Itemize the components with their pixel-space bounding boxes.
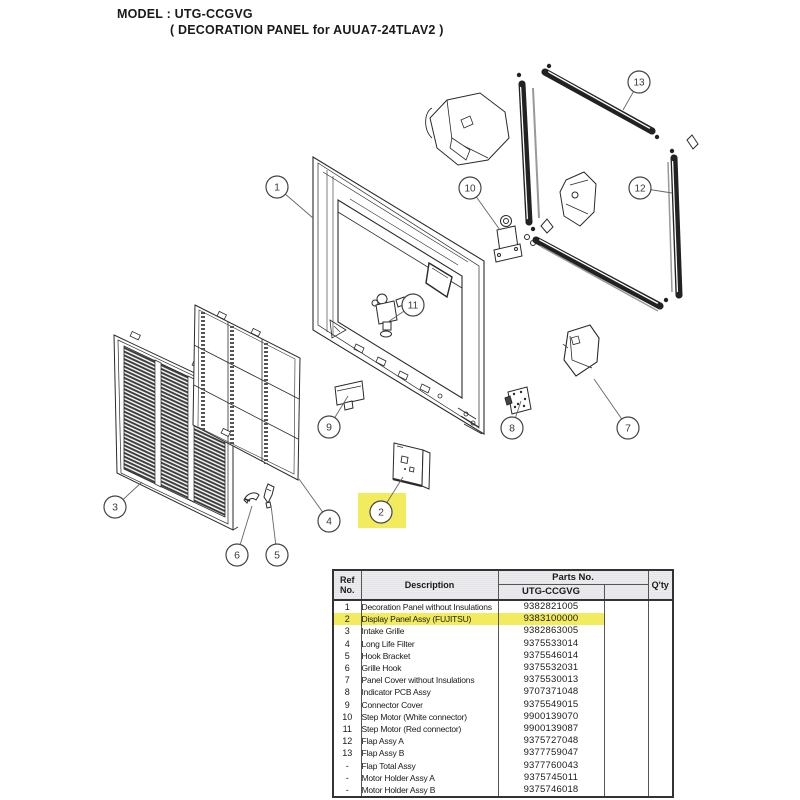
cell-empty (604, 723, 648, 735)
cell-part: 9375727048 (498, 735, 604, 747)
cell-part: 9377760043 (498, 760, 604, 772)
cell-desc: Intake Grille (361, 625, 498, 637)
callout-7 (594, 379, 639, 439)
cell-part: 9383100000 (498, 613, 604, 625)
cell-ref: 2 (333, 613, 361, 625)
header-empty-column (604, 585, 648, 601)
cell-desc: Grille Hook (361, 662, 498, 674)
display-panel-drawing (393, 443, 430, 489)
cell-qty (648, 735, 673, 747)
cell-empty (604, 686, 648, 698)
table-row (333, 600, 673, 613)
cell-empty (604, 699, 648, 711)
cell-part: 9375532031 (498, 662, 604, 674)
flap-assy-drawing (517, 64, 698, 311)
cell-part: 9375745011 (498, 772, 604, 784)
callout-5 (266, 505, 288, 566)
cell-desc: Long Life Filter (361, 638, 498, 650)
cell-desc: Flap Assy A (361, 735, 498, 747)
parts-table-header (333, 570, 673, 600)
table-row (333, 686, 673, 698)
parts-table-body (333, 600, 673, 797)
hook-bracket-drawing (264, 484, 274, 508)
cell-part: 9375546014 (498, 650, 604, 662)
cell-qty (648, 650, 673, 662)
cell-part: 9375533014 (498, 638, 604, 650)
cell-ref: 3 (333, 625, 361, 637)
svg-text:2: 2 (378, 506, 384, 519)
cell-empty (604, 674, 648, 686)
cell-part: 9382821005 (498, 600, 604, 613)
cell-part: 9707371048 (498, 686, 604, 698)
cell-part: 9375530013 (498, 674, 604, 686)
table-row (333, 784, 673, 797)
callout-3 (104, 482, 142, 518)
svg-text:5: 5 (274, 549, 280, 562)
cell-ref: 8 (333, 686, 361, 698)
cell-empty (604, 625, 648, 637)
cell-empty (604, 735, 648, 747)
cell-qty (648, 600, 673, 613)
svg-text:9: 9 (326, 421, 332, 434)
callout-4 (299, 479, 340, 532)
cell-empty (604, 760, 648, 772)
table-row (333, 772, 673, 784)
cell-qty (648, 772, 673, 784)
cell-part: 9382863005 (498, 625, 604, 637)
cell-ref: 13 (333, 747, 361, 759)
svg-text:8: 8 (509, 422, 515, 435)
svg-text:4: 4 (326, 515, 332, 528)
cell-part: 9900139070 (498, 711, 604, 723)
svg-text:12: 12 (634, 183, 646, 195)
cell-qty (648, 686, 673, 698)
cell-desc: Decoration Panel without Insulations (361, 600, 498, 613)
cell-ref: 1 (333, 600, 361, 613)
header-qty: Q'ty (648, 570, 673, 600)
cell-ref: - (333, 772, 361, 784)
table-row (333, 662, 673, 674)
cell-qty (648, 711, 673, 723)
callout-12 (629, 177, 672, 199)
cell-empty (604, 711, 648, 723)
callout-10 (459, 177, 500, 230)
cell-desc: Step Motor (Red connector) (361, 723, 498, 735)
svg-text:11: 11 (407, 300, 419, 312)
svg-text:1: 1 (274, 181, 280, 194)
svg-text:13: 13 (633, 77, 645, 89)
header-ref-no: Ref No. (333, 570, 361, 600)
cell-qty (648, 613, 673, 625)
cell-desc: Step Motor (White connector) (361, 711, 498, 723)
cell-qty (648, 760, 673, 772)
table-row (333, 625, 673, 637)
cell-qty (648, 662, 673, 674)
header-model-column: UTG-CCGVG (498, 585, 604, 601)
table-row (333, 613, 673, 625)
cell-desc: Hook Bracket (361, 650, 498, 662)
cell-qty (648, 723, 673, 735)
cell-desc: Flap Assy B (361, 747, 498, 759)
svg-text:10: 10 (464, 183, 476, 195)
svg-text:7: 7 (625, 422, 631, 435)
cell-empty (604, 784, 648, 797)
cell-qty (648, 638, 673, 650)
cell-desc: Motor Holder Assy A (361, 772, 498, 784)
cell-ref: 12 (333, 735, 361, 747)
cell-qty (648, 747, 673, 759)
header-description: Description (361, 570, 498, 600)
motor-holder-a-drawing (426, 93, 509, 165)
table-row (333, 638, 673, 650)
cell-empty (604, 613, 648, 625)
cell-part: 9375549015 (498, 699, 604, 711)
cell-part: 9900139087 (498, 723, 604, 735)
cell-qty (648, 699, 673, 711)
cell-part: 9377759047 (498, 747, 604, 759)
grille-hook-drawing (244, 493, 259, 503)
callout-2 (358, 477, 406, 528)
panel-subtitle: ( DECORATION PANEL for AUUA7-24TLAV2 ) (170, 23, 444, 37)
cell-desc: Motor Holder Assy B (361, 784, 498, 797)
cell-ref: 7 (333, 674, 361, 686)
cell-qty (648, 784, 673, 797)
cell-part: 9375746018 (498, 784, 604, 797)
cell-ref: 11 (333, 723, 361, 735)
cell-qty (648, 625, 673, 637)
cell-ref: 9 (333, 699, 361, 711)
cell-empty (604, 600, 648, 613)
cell-desc: Connector Cover (361, 699, 498, 711)
table-row (333, 674, 673, 686)
cell-ref: - (333, 760, 361, 772)
table-row (333, 723, 673, 735)
table-row (333, 711, 673, 723)
cell-empty (604, 638, 648, 650)
cell-ref: 4 (333, 638, 361, 650)
table-row (333, 650, 673, 662)
cell-empty (604, 662, 648, 674)
table-row (333, 735, 673, 747)
cell-empty (604, 650, 648, 662)
cell-empty (604, 747, 648, 759)
cell-desc: Display Panel Assy (FUJITSU) (361, 613, 498, 625)
table-row (333, 760, 673, 772)
model-title: MODEL : UTG-CCGVG (117, 7, 253, 21)
callout-13 (623, 71, 650, 110)
table-row (333, 747, 673, 759)
table-row (333, 699, 673, 711)
cell-empty (604, 772, 648, 784)
cell-desc: Panel Cover without Insulations (361, 674, 498, 686)
svg-text:3: 3 (112, 501, 118, 514)
cell-ref: - (333, 784, 361, 797)
panel-cover-drawing (563, 325, 599, 376)
cell-ref: 5 (333, 650, 361, 662)
parts-table (332, 569, 672, 796)
header-parts-no: Parts No. (498, 570, 648, 585)
cell-ref: 10 (333, 711, 361, 723)
cell-ref: 6 (333, 662, 361, 674)
cell-desc: Flap Total Assy (361, 760, 498, 772)
cell-desc: Indicator PCB Assy (361, 686, 498, 698)
cell-qty (648, 674, 673, 686)
callout-1 (266, 176, 313, 218)
svg-text:6: 6 (234, 549, 240, 562)
connector-cover-drawing (335, 381, 364, 410)
